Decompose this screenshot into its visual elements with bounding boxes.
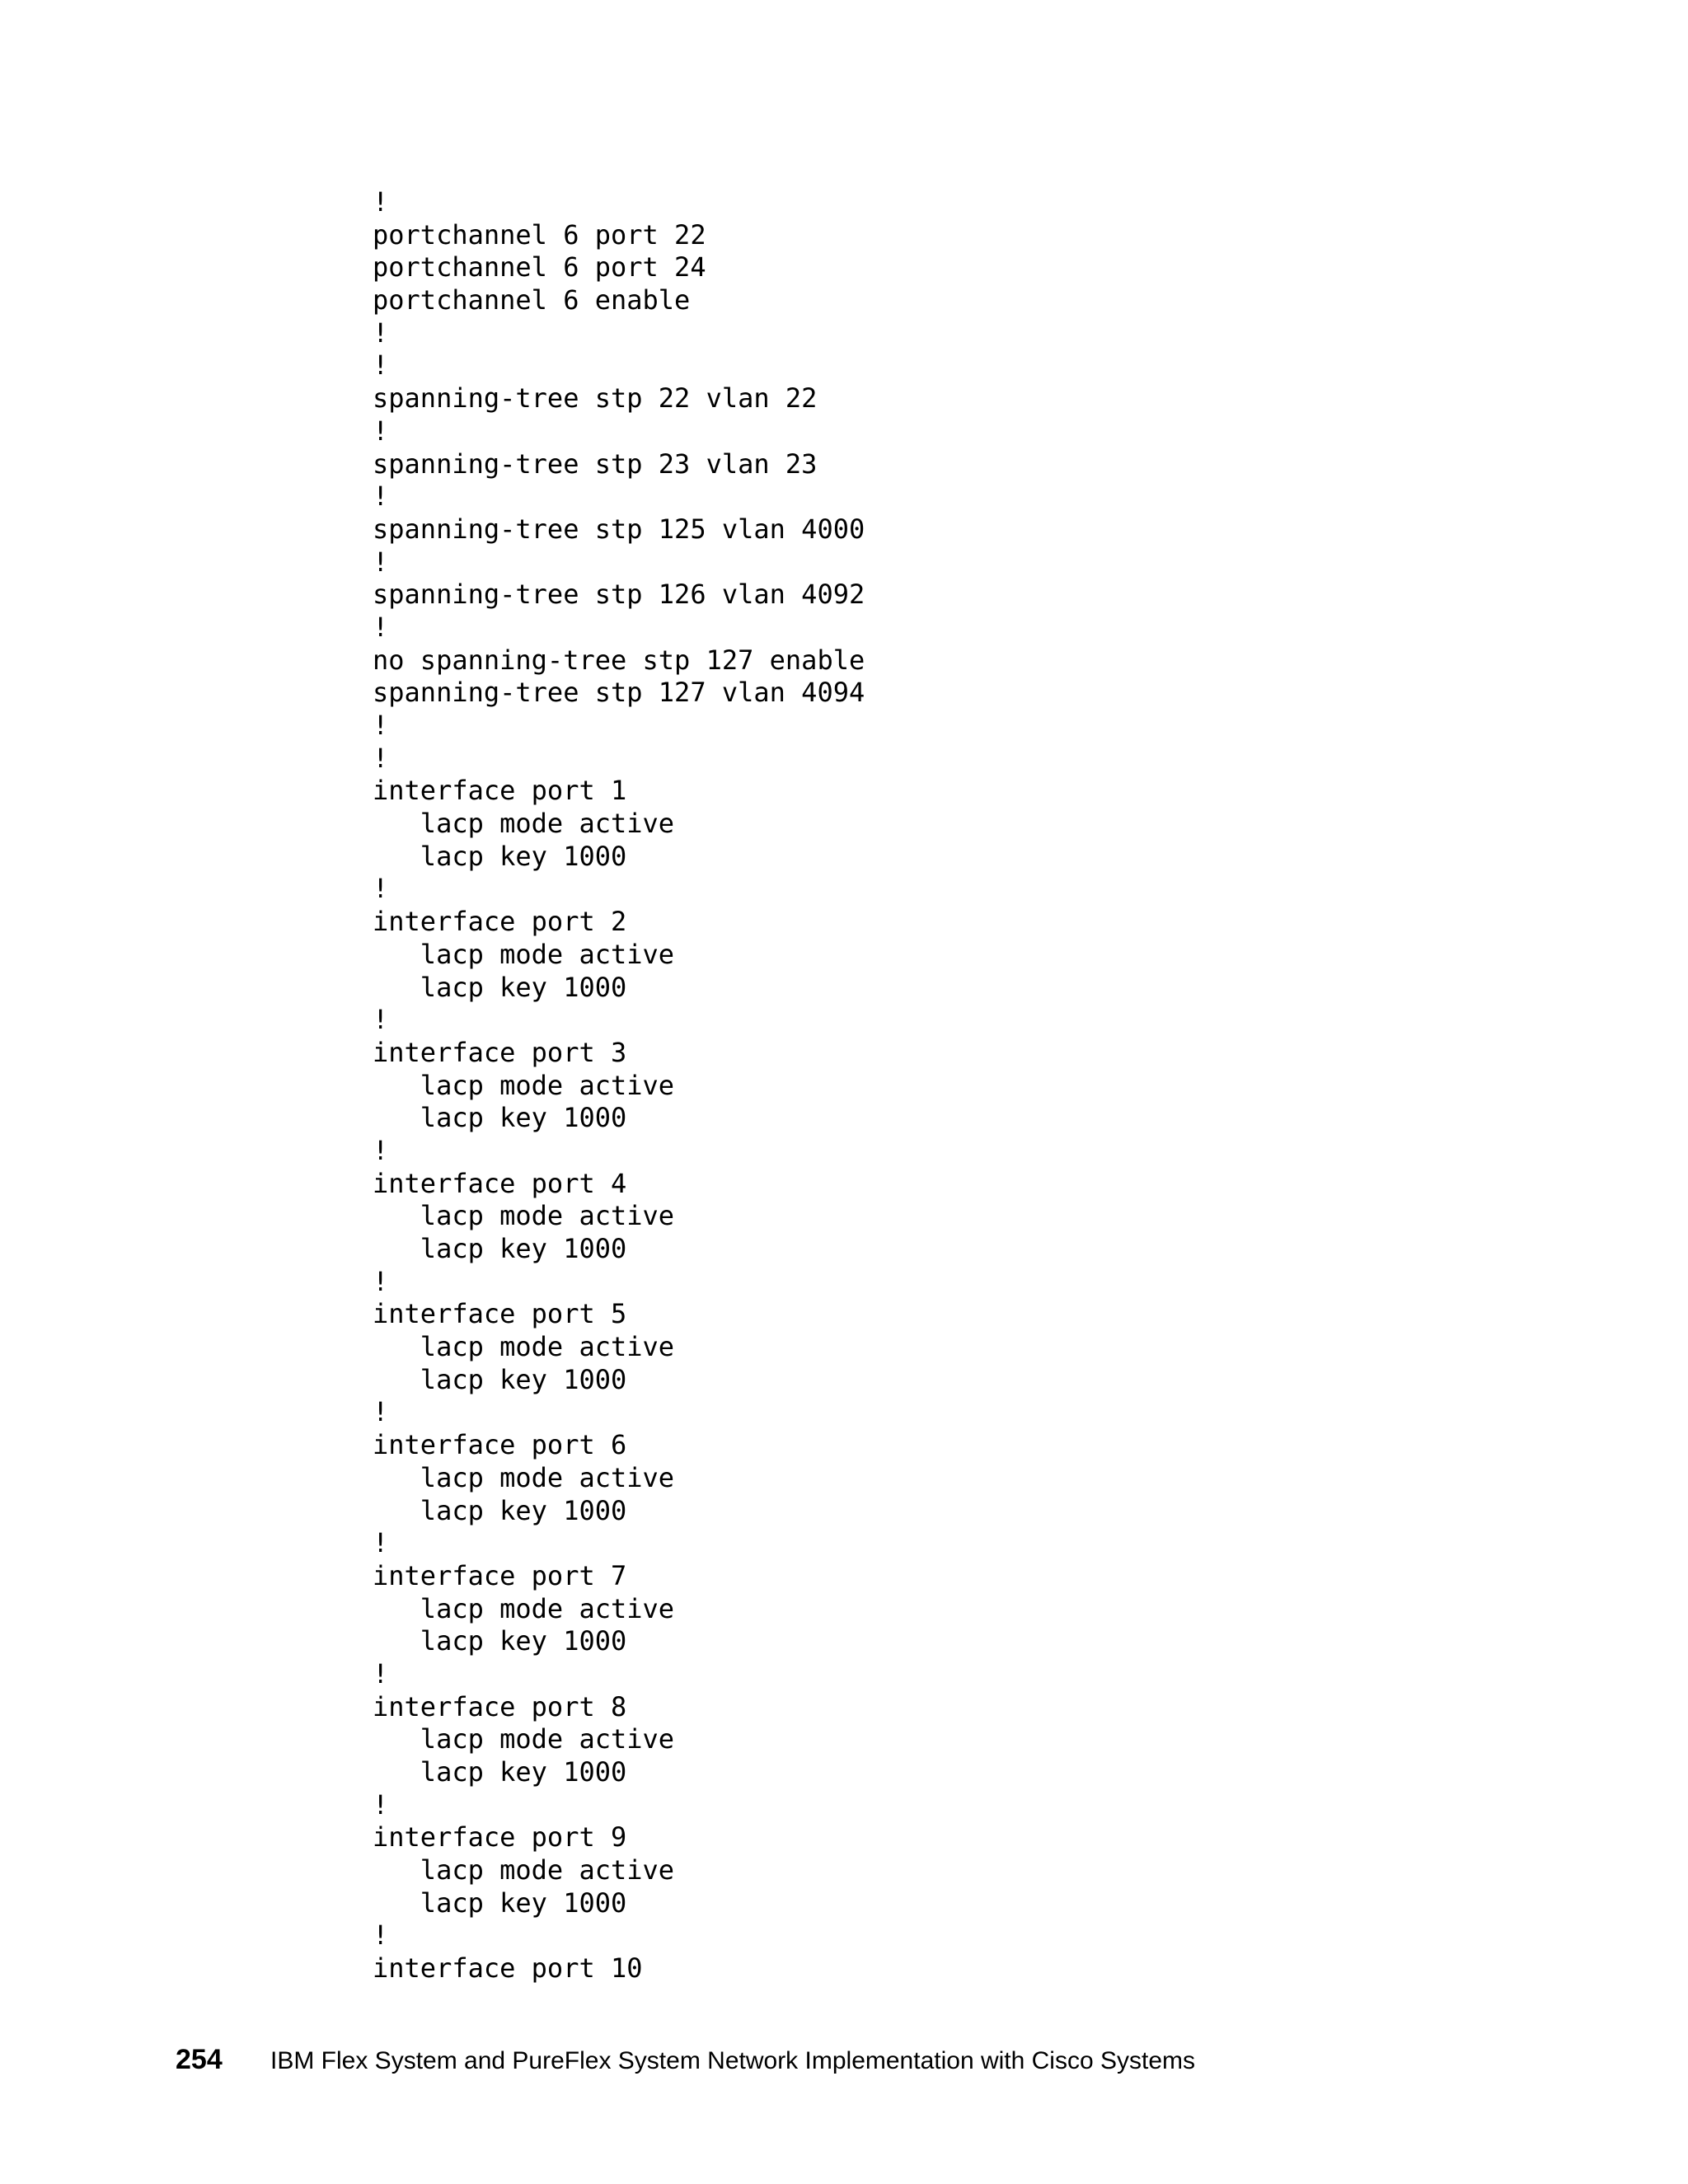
code-listing — [373, 186, 865, 1985]
code-line: interface port 3 — [373, 1036, 627, 1068]
code-line: interface port 9 — [373, 1821, 627, 1854]
code-line: lacp mode active — [373, 1331, 675, 1363]
code-line: lacp mode active — [373, 1854, 675, 1886]
code-line: ! — [373, 546, 389, 578]
code-line: spanning-tree stp 23 vlan 23 — [373, 448, 818, 480]
page-footer — [176, 2044, 1195, 2076]
code-line: interface port 7 — [373, 1559, 627, 1591]
code-line: lacp mode active — [373, 938, 675, 970]
code-line: ! — [373, 611, 389, 643]
code-line: ! — [373, 1396, 389, 1428]
code-line: ! — [373, 742, 389, 774]
code-line: lacp key 1000 — [373, 1494, 627, 1526]
code-line: portchannel 6 enable — [373, 284, 691, 316]
code-line: ! — [373, 1919, 389, 1952]
code-line: interface port 4 — [373, 1167, 627, 1199]
code-line: spanning-tree stp 127 vlan 4094 — [373, 677, 865, 709]
code-line: lacp key 1000 — [373, 1233, 627, 1264]
code-line: spanning-tree stp 22 vlan 22 — [373, 382, 818, 415]
code-line: no spanning-tree stp 127 enable — [373, 644, 865, 676]
code-line: interface port 2 — [373, 906, 627, 938]
code-line: ! — [373, 1134, 389, 1166]
code-line: ! — [373, 1657, 389, 1690]
code-line: interface port 5 — [373, 1298, 627, 1330]
code-line: ! — [373, 710, 389, 741]
code-line: ! — [373, 873, 389, 905]
code-line: spanning-tree stp 125 vlan 4000 — [373, 513, 865, 545]
code-line: lacp key 1000 — [373, 1756, 627, 1788]
code-line: ! — [373, 186, 389, 218]
code-line: lacp key 1000 — [373, 971, 627, 1003]
code-line: ! — [373, 349, 389, 382]
code-line: interface port 1 — [373, 775, 627, 807]
code-line: ! — [373, 1788, 389, 1821]
code-line: interface port 6 — [373, 1429, 627, 1461]
code-line: lacp key 1000 — [373, 1102, 627, 1134]
code-line: spanning-tree stp 126 vlan 4092 — [373, 579, 865, 611]
code-line: lacp mode active — [373, 1200, 675, 1232]
code-line: lacp mode active — [373, 1592, 675, 1624]
code-line: lacp mode active — [373, 808, 675, 840]
code-line: ! — [373, 415, 389, 447]
code-line: portchannel 6 port 22 — [373, 218, 706, 251]
code-line: lacp mode active — [373, 1069, 675, 1101]
code-line: ! — [373, 1527, 389, 1559]
code-line: lacp mode active — [373, 1723, 675, 1755]
code-line: ! — [373, 316, 389, 349]
page-number: 254 — [176, 2044, 223, 2075]
code-line: ! — [373, 1004, 389, 1036]
code-line: lacp key 1000 — [373, 1363, 627, 1395]
code-line: ! — [373, 1265, 389, 1297]
code-line: lacp key 1000 — [373, 1625, 627, 1657]
code-line: interface port 10 — [373, 1952, 643, 1985]
book-title: IBM Flex System and PureFlex System Network Implementation with Cisco Systems — [270, 2047, 1196, 2074]
code-line: portchannel 6 port 24 — [373, 251, 706, 284]
code-line: lacp key 1000 — [373, 1886, 627, 1919]
code-line: lacp mode active — [373, 1461, 675, 1493]
code-line: ! — [373, 480, 389, 513]
code-line: interface port 8 — [373, 1690, 627, 1722]
code-line: lacp key 1000 — [373, 840, 627, 872]
